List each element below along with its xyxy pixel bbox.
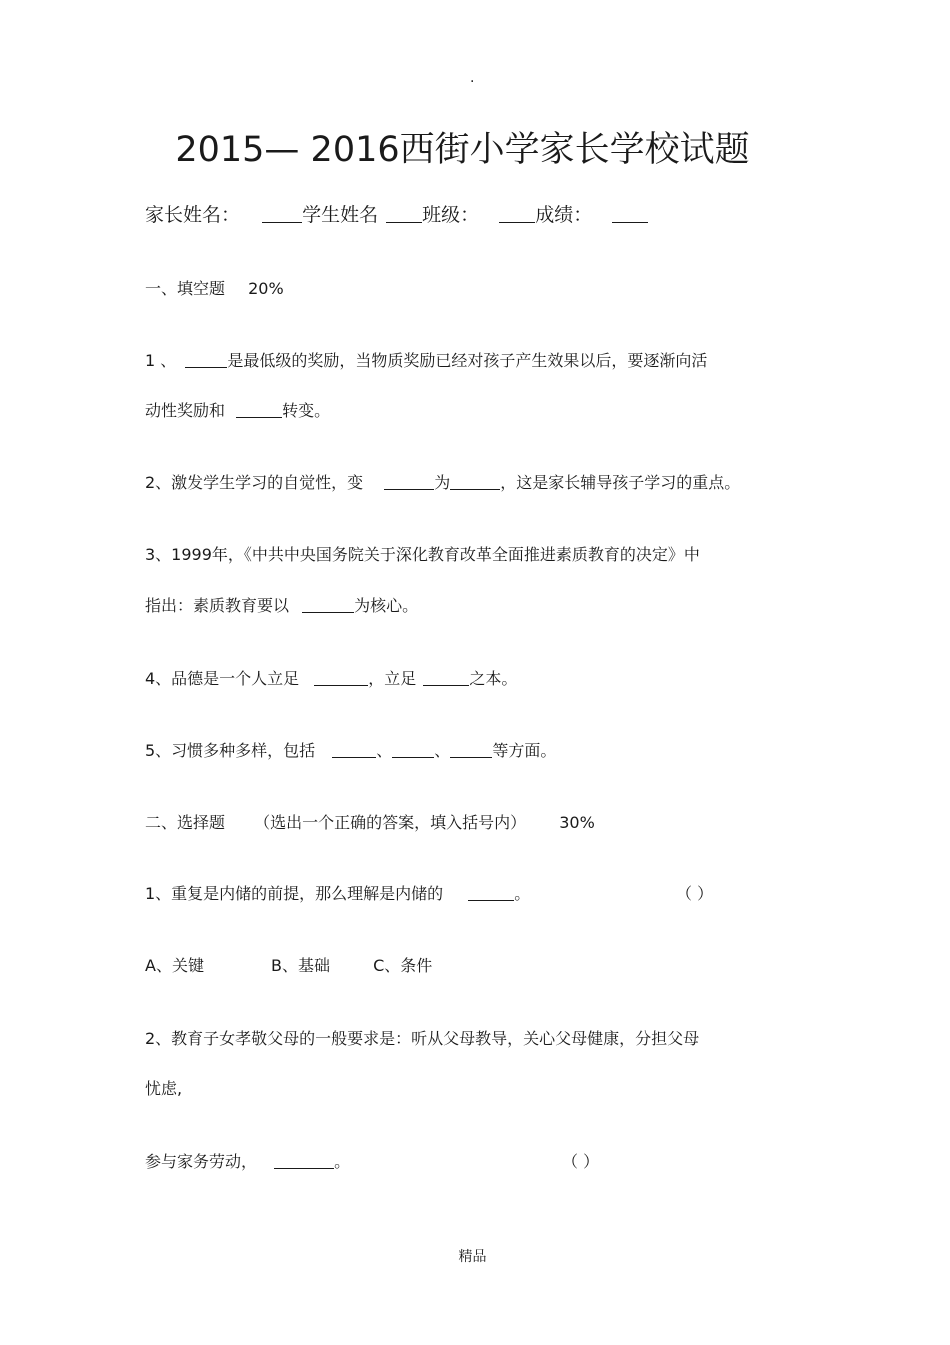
s2-q1-option-a: A、关键 <box>145 956 204 975</box>
section1-percent: 20% <box>248 279 284 298</box>
s1-q5-sep1: 、 <box>376 741 393 760</box>
s1-q2-text: 2、激发学生学习的自觉性，变 <box>145 473 364 492</box>
s2-q1-blank <box>468 899 514 901</box>
s1-q3-line1 <box>145 542 700 565</box>
score-blank <box>612 221 648 223</box>
s1-q1-text2: 动性奖励和 <box>145 401 226 420</box>
s1-q5-sep2: 、 <box>434 741 451 760</box>
s2-q2-text2: 忧虑, <box>145 1079 183 1098</box>
parent-name-blank <box>262 221 302 223</box>
s2-q2-answer-paren: （ ） <box>562 1152 600 1171</box>
s1-q3-blank <box>302 611 354 613</box>
section2-heading-row <box>145 810 595 833</box>
s1-q3-line2 <box>145 593 418 616</box>
class-label: 班级： <box>422 204 480 226</box>
section2-note: （选出一个正确的答案，填入括号内） <box>254 813 527 832</box>
s1-q2-text3: ，这是家长辅导孩子学习的重点。 <box>500 473 741 492</box>
page-title: 2015— 2016西街小学家长学校试题 <box>175 130 750 170</box>
section2-percent: 30% <box>559 813 595 832</box>
s1-q1-line1 <box>145 348 707 371</box>
s1-q4 <box>145 666 517 689</box>
section2-heading: 二、选择题 <box>145 813 226 832</box>
student-name-blank <box>386 221 422 223</box>
s2-q2-line1 <box>145 1026 699 1049</box>
s2-q2-paren <box>562 1149 599 1172</box>
s2-q1-text: 1、重复是内储的前提，那么理解是内储的 <box>145 884 444 903</box>
s2-q1-options <box>145 953 432 976</box>
s2-q1-paren <box>676 881 713 904</box>
s1-q1-blank1 <box>185 366 227 368</box>
parent-name-label: 家长姓名： <box>145 204 241 226</box>
s1-q2 <box>145 470 740 493</box>
s2-q1-option-c: C、条件 <box>373 956 433 975</box>
s1-q4-text: 4、品德是一个人立足 <box>145 669 300 688</box>
s1-q2-blank2 <box>450 488 500 490</box>
section1-heading: 一、填空题 <box>145 279 226 298</box>
s1-q1-blank2 <box>236 416 282 418</box>
section1-heading-row <box>145 276 284 299</box>
s1-q5-text: 5、习惯多种多样，包括 <box>145 741 316 760</box>
s1-q3-text3: 为核心。 <box>354 596 419 615</box>
class-blank <box>499 221 535 223</box>
s1-q2-text2: 为 <box>434 473 451 492</box>
s1-q4-text2: ，立足 <box>368 669 417 688</box>
score-label: 成绩： <box>535 204 593 226</box>
s1-q4-text3: 之本。 <box>469 669 518 688</box>
s2-q2-blank <box>274 1167 334 1169</box>
s2-q1-option-b: B、基础 <box>271 956 331 975</box>
s1-q5 <box>145 738 556 761</box>
s2-q2-text3: 参与家务劳动， <box>145 1152 258 1171</box>
info-line <box>145 200 648 227</box>
s1-q1-text3: 转变。 <box>282 401 331 420</box>
s2-q2-line3 <box>145 1149 350 1172</box>
s1-q2-blank1 <box>384 488 434 490</box>
s1-q1-text: 是最低级的奖励，当物质奖励已经对孩子产生效果以后，要逐渐向活 <box>227 351 708 370</box>
student-name-label: 学生姓名 <box>302 204 379 226</box>
s1-q5-text2: 等方面。 <box>492 741 557 760</box>
s1-q1-line2 <box>145 398 330 421</box>
s2-q1-answer-paren: （ ） <box>676 884 714 903</box>
s2-q1 <box>145 881 530 904</box>
s1-q5-blank3 <box>450 756 492 758</box>
s2-q2-line2 <box>145 1076 182 1099</box>
s1-q3-text: 3、1999年，《中共中央国务院关于深化教育改革全面推进素质教育的决定》中 <box>145 545 700 564</box>
s2-q2-text: 2、教育子女孝敬父母的一般要求是：听从父母教导，关心父母健康，分担父母 <box>145 1029 700 1048</box>
s1-q3-text2: 指出：素质教育要以 <box>145 596 290 615</box>
s1-q5-blank1 <box>332 756 376 758</box>
page-footer: 精品 <box>458 1249 487 1265</box>
s1-q5-blank2 <box>392 756 434 758</box>
s1-q4-blank2 <box>423 684 469 686</box>
s2-q1-text2: 。 <box>514 884 531 903</box>
s1-q4-blank1 <box>314 684 368 686</box>
s1-q1-number: 1 、 <box>145 351 177 370</box>
s2-q2-text4: 。 <box>334 1152 351 1171</box>
page-dot: . <box>470 70 475 86</box>
